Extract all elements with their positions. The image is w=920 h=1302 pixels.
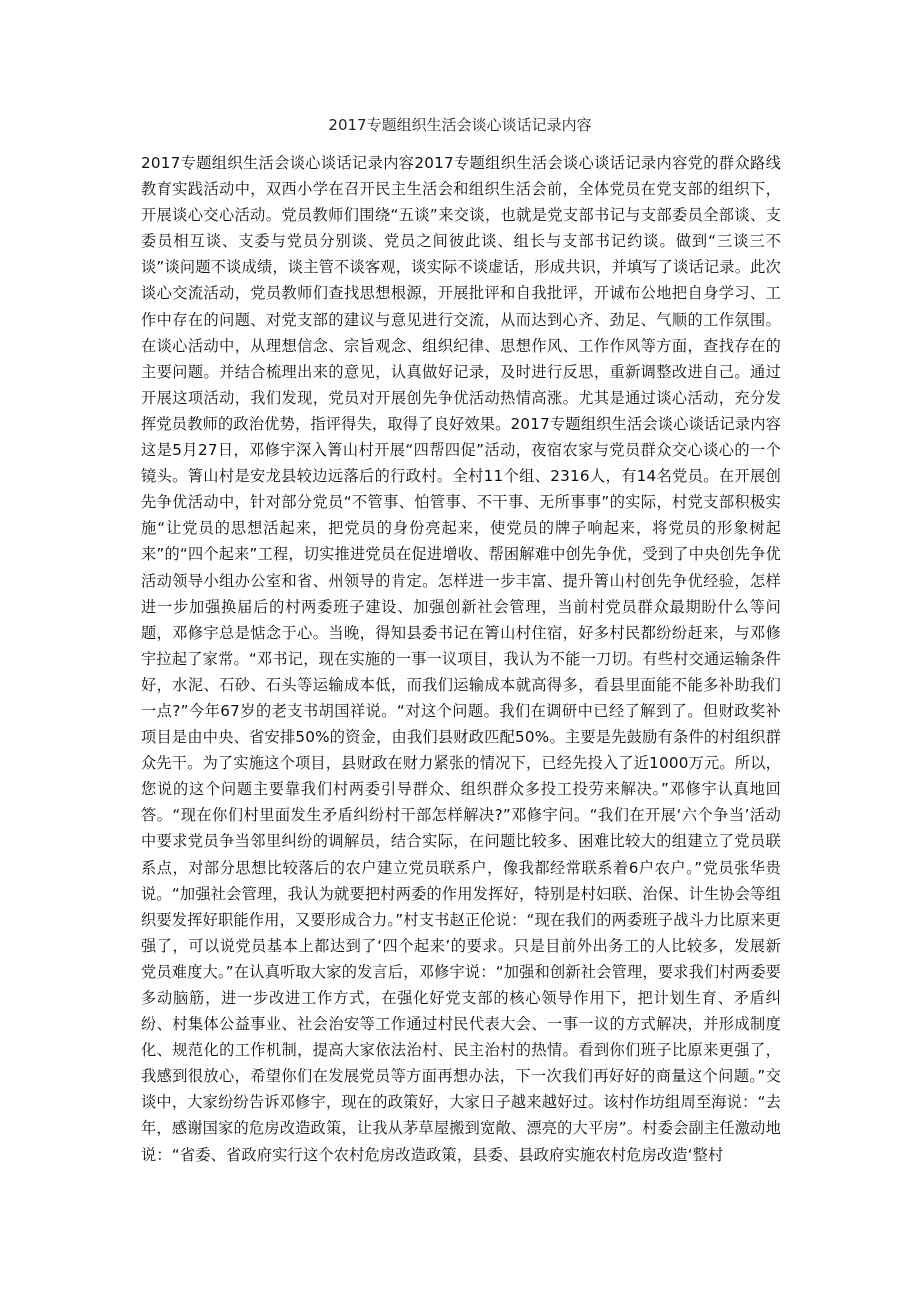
document-title: 2017专题组织生活会谈心谈话记录内容 [328, 116, 592, 134]
document-body-paragraph: 2017专题组织生活会谈心谈话记录内容2017专题组织生活会谈心谈话记录内容党的群众路线教育实践活动中，双西小学在召开民主生活会和组织生活会前，全体党员在党支部的组织下，开展谈心交心活动。党员教师们围绕“五谈”来交谈，也就是党支部书记与支部委员全部谈、支委员相互谈、支委与党员分别谈、党员之间彼此谈、组长与支部书记约谈。做到“三谈三不谈”谈问题不谈成绩，谈主管不谈客观，谈实际不谈虚话，形成共识，并填写了谈话记录。此次谈心交流活动，党员教师们查找思想根源，开展批评和自我批评，开诚布公地把自身学习、工作中存在的问题、对党支部的建议与意见进行交流，从而达到心齐、劲足、气顺的工作氛围。在谈心活动中，从理想信念、宗旨观念、组织纪律、思想作风、工作作风等方面，查找存在的主要问题。并结合梳理出来的意见，认真做好记录，及时进行反思，重新调整改进自己。通过开展这项活动，我们发现，党员对开展创先争优活动热情高涨。尤其是通过谈心活动，充分发挥党员教师的政治优势，指评得失，取得了良好效果。2017专题组织生活会谈心谈话记录内容这是5月27日，邓修宇深入箐山村开展“四帮四促”活动，夜宿农家与党员群众交心谈心的一个镜头。箐山村是安龙县较边远落后的行政村。全村11个组、2316人，有14名党员。在开展创先争优活动中，针对部分党员“不管事、怕管事、不干事、无所事事”的实际，村党支部积极实施“让党员的思想活起来，把党员的身份亮起来，使党员的牌子响起来，将党员的形象树起来”的“四个起来”工程，切实推进党员在促进增收、帮困解难中创先争优，受到了中央创先争优活动领导小组办公室和省、州领导的肯定。怎样进一步丰富、提升箐山村创先争优经验，怎样进一步加强换届后的村两委班子建设、加强创新社会管理，当前村党员群众最期盼什么等问题，邓修宇总是惦念于心。当晚，得知县委书记在箐山村住宿，好多村民都纷纷赶来，与邓修宇拉起了家常。“邓书记，现在实施的一事一议项目，我认为不能一刀切。有些村交通运输条件好，水泥、石砂、石头等运输成本低，而我们运输成本就高得多，看县里面能不能多补助我们一点?”今年67岁的老支书胡国祥说。“对这个问题。我们在调研中已经了解到了。但财政奖补项目是由中央、省安排50%的资金，由我们县财政匹配50%。主要是先鼓励有条件的村组织群众先干。为了实施这个项目，县财政在财力紧张的情况下，已经先投入了近1000万元。所以，您说的这个问题主要靠我们村两委引导群众、组织群众多投工投劳来解决。”邓修宇认真地回答。“现在你们村里面发生矛盾纠纷村干部怎样解决?”邓修宇问。“我们在开展‘六个争当’活动中要求党员争当邻里纠纷的调解员，结合实际，在问题比较多、困难比较大的组建立了党员联系点，对部分思想比较落后的农户建立党员联系户，像我都经常联系着6户农户。”党员张华贵说。“加强社会管理，我认为就要把村两委的作用发挥好，特别是村妇联、治保、计生协会等组织要发挥好职能作用，又要形成合力。”村支书赵正伦说：“现在我们的两委班子战斗力比原来更强了，可以说党员基本上都达到了‘四个起来’的要求。只是目前外出务工的人比较多，发展新党员难度大。”在认真听取大家的发言后，邓修宇说：“加强和创新社会管理，要求我们村两委要多动脑筋，进一步改进工作方式，在强化好党支部的核心领导作用下，把计划生育、矛盾纠纷、村集体公益事业、社会治安等工作通过村民代表大会、一事一议的方式解决，并形成制度化、规范化的工作机制，提高大家依法治村、民主治村的热情。看到你们班子比原来更强了，我感到很放心，希望你们在发展党员等方面再想办法，下一次我们再好好的商量这个问题。”交谈中，大家纷纷告诉邓修宇，现在的政策好，大家日子越来越好过。该村作坊组周至海说：“去年，感谢国家的危房改造政策，让我从茅草屋搬到宽敞、漂亮的大平房”。村委会副主任激动地说：“省委、省政府实行这个农村危房改造政策，县委、县政府实施农村危房改造‘整村 [141, 154, 781, 1164]
